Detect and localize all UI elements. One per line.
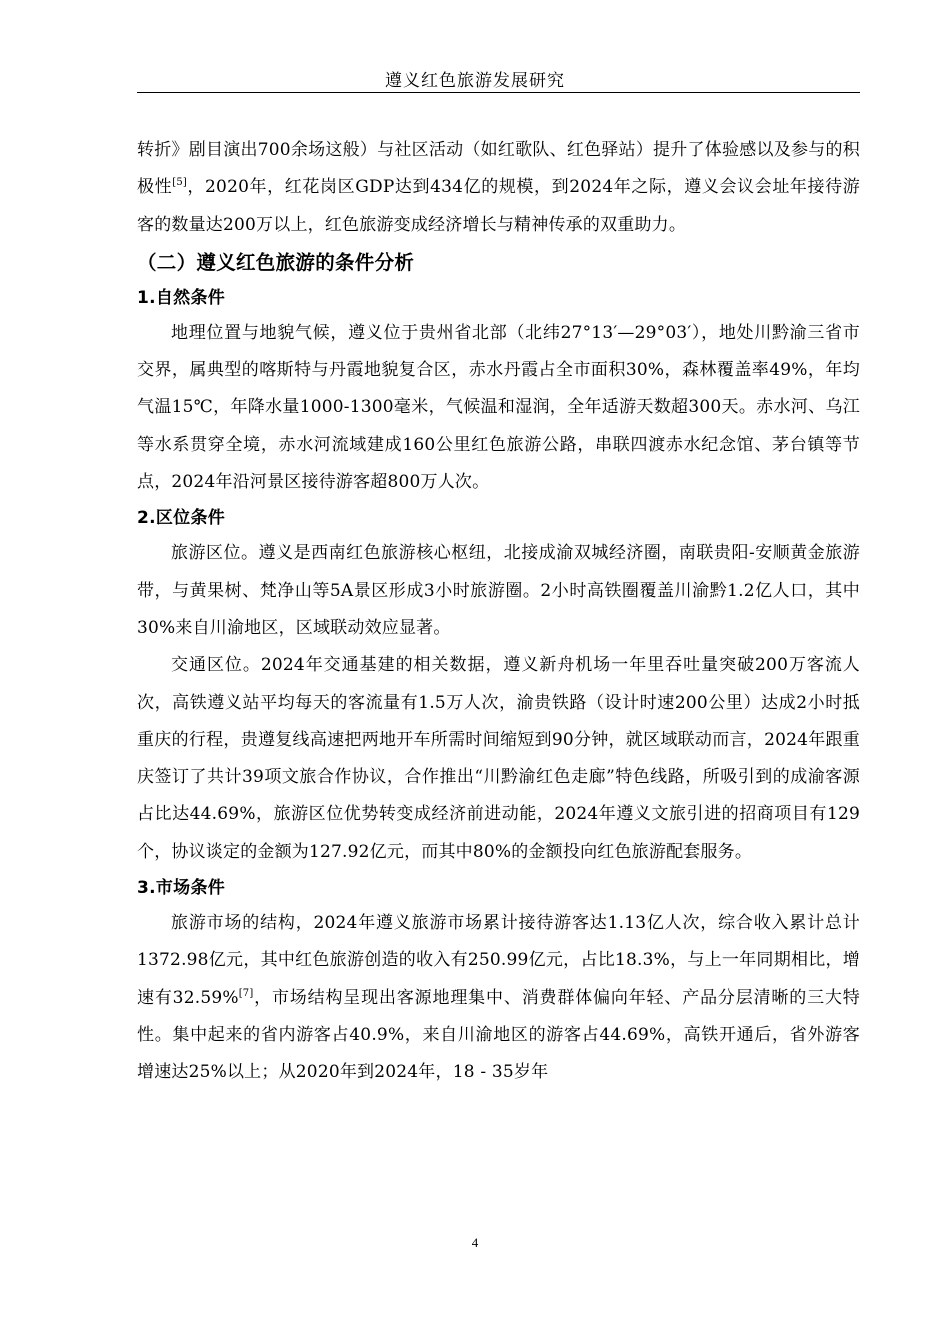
running-header-title: 遵义红色旅游发展研究 [385,71,565,91]
citation-marker: [5] [172,177,187,189]
body-paragraph [137,315,860,501]
subsection-heading: 3.市场条件 [137,878,226,899]
subsection-heading: 1.自然条件 [137,287,226,308]
paragraph-text: 旅游市场的结构，2024年遵义旅游市场累计接待游客达1.13亿人次，综合收入累计总计1372.98亿元，其中红色旅游创造的收入有250.99亿元，占比18.3%，与上一年同期相比，增速有32.59% [137,913,860,1008]
subsection-heading: 2.区位条件 [137,508,226,529]
paragraph-text: 地理位置与地貌气候，遵义位于贵州省北部（北纬27°13′—29°03′），地处川黔渝三省市交界，属典型的喀斯特与丹霞地貌复合区，赤水丹霞占全市面积30%，森林覆盖率49%，年均气温15℃，年降水量1000-1300毫米，气候温和湿润，全年适游天数超300天。赤水河、乌江等水系贯穿全境，赤水河流域建成160公里红色旅游公路，串联四渡赤水纪念馆、茅台镇等节点，2024年沿河景区接待游客超800万人次。 [137,322,860,493]
page-number: 4 [471,1235,479,1250]
paragraph-text: 交通区位。2024年交通基建的相关数据，遵义新舟机场一年里吞吐量突破200万客流人次，高铁遵义站平均每天的客流量有1.5万人次，渝贵铁路（设计时速200公里）达成2小时抵重庆的行程，贵遵复线高速把两地开车所需时间缩短到90分钟，就区域联动而言，2024年跟重庆签订了共计39项文旅合作协议，合作推出“川黔渝红色走廊”特色线路，所吸引到的成渝客源占比达44.69%，旅游区位优势转变成经济前进动能，2024年遵义文旅引进的招商项目有129个，协议谈定的金额为127.92亿元，而其中80%的金额投向红色旅游配套服务。 [137,655,860,862]
paragraph-text: 旅游区位。遵义是西南红色旅游核心枢纽，北接成渝双城经济圈，南联贵阳-安顺黄金旅游带，与黄果树、梵净山等5A景区形成3小时旅游圈。2小时高铁圈覆盖川渝黔1.2亿人口，其中30%来自川渝地区，区域联动效应显著。 [137,543,860,638]
body-paragraph [137,905,860,1091]
paragraph-text: 转折》剧目演出700余场这般）与社区活动（如红歌队、红色驿站）提升了体验感以及参与的积极性 [137,140,860,198]
body-paragraph [137,535,860,647]
paragraph-text: ，市场结构呈现出客源地理集中、消费群体偏向年轻、产品分层清晰的三大特性。集中起来的省内游客占40.9%，来自川渝地区的游客占44.69%，高铁开通后，省外游客增速达25%以上；从2020年到2024年，18 - 35岁年 [137,987,860,1083]
body-paragraph [137,647,860,871]
citation-marker: [7] [238,987,254,999]
page-body [137,132,860,1092]
body-paragraph [137,132,860,244]
paragraph-text: ，2020年，红花岗区GDP达到434亿的规模，到2024年之际，遵义会议会址年接待游客的数量达200万以上，红色旅游变成经济增长与精神传承的双重助力。 [137,177,860,235]
section-heading: （二）遵义红色旅游的条件分析 [137,250,415,274]
header-rule [137,92,860,93]
